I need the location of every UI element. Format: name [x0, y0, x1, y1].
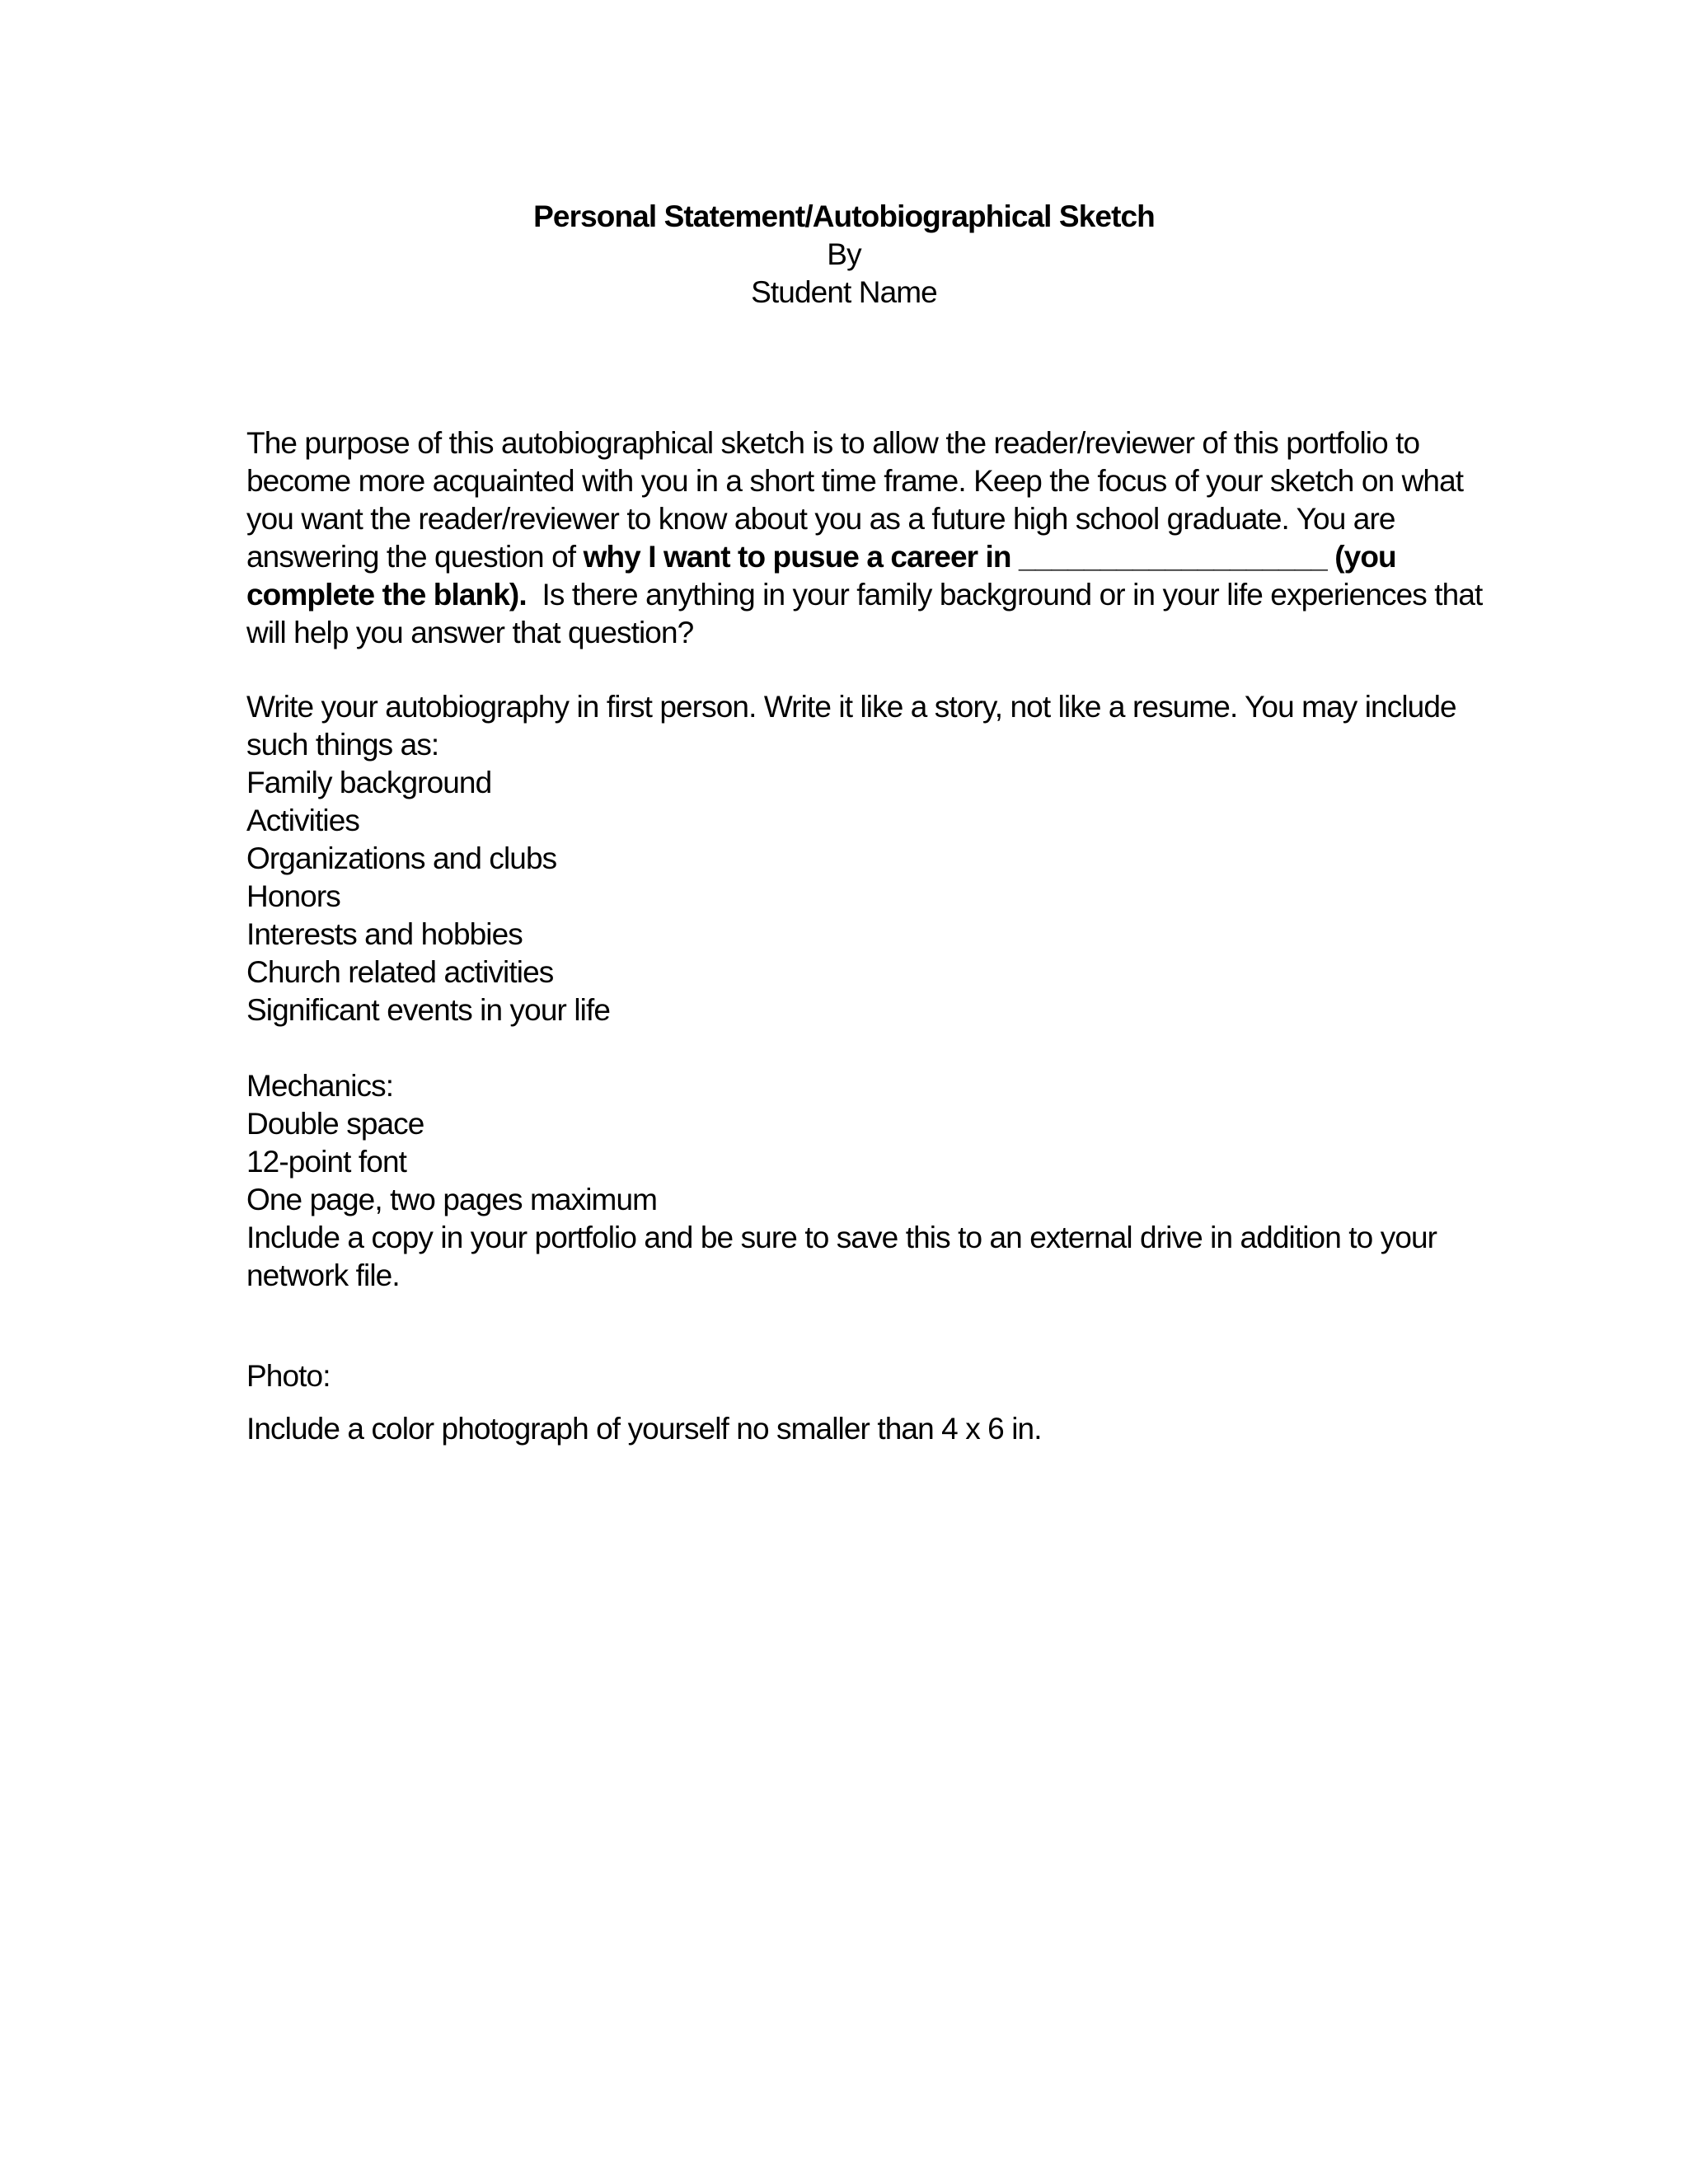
intro-paragraph	[246, 424, 1483, 652]
by-line: By	[827, 237, 861, 271]
intro-text: Is there anything in your family background or in your life experiences that	[526, 578, 1483, 612]
photo-instruction	[246, 1410, 1450, 1448]
intro-line: The purpose of this autobiographical sketch is to allow the reader/reviewer of this portfolio to	[246, 426, 1420, 460]
write-instruction-line: such things as:	[246, 728, 439, 762]
mechanics-heading: Mechanics:	[246, 1069, 394, 1103]
list-item: Honors	[246, 879, 340, 913]
intro-line: become more acquainted with you in a short time frame. Keep the focus of your sketch on what	[246, 464, 1464, 498]
list-item: Double space	[246, 1107, 424, 1141]
photo-heading: Photo:	[246, 1359, 331, 1393]
intro-line: will help you answer that question?	[246, 616, 694, 649]
list-item: One page, two pages maximum	[246, 1183, 658, 1216]
list-item: Church related activities	[246, 955, 554, 989]
intro-line	[246, 538, 1450, 576]
list-item: Activities	[246, 804, 359, 837]
photo-section	[246, 1357, 1450, 1395]
list-item: Organizations and clubs	[246, 841, 557, 875]
intro-text: answering the question of	[246, 540, 584, 574]
intro-line	[246, 576, 1483, 614]
author-name: Student Name	[751, 275, 937, 309]
list-item: Interests and hobbies	[246, 917, 523, 951]
write-instruction-line: Write your autobiography in first person. Write it like a story, not like a resume. You may include	[246, 690, 1456, 724]
title-block	[0, 198, 1688, 312]
list-item: 12-point font	[246, 1145, 407, 1179]
photo-text: Include a color photograph of yourself no smaller than 4 x 6 in.	[246, 1412, 1042, 1446]
intro-line: you want the reader/reviewer to know about you as a future high school graduate. You are	[246, 502, 1395, 536]
write-section	[246, 688, 1456, 1029]
document-title: Personal Statement/Autobiographical Sketch	[533, 199, 1155, 233]
mechanics-section	[246, 1067, 1450, 1295]
list-item: Family background	[246, 766, 492, 799]
list-item: Significant events in your life	[246, 993, 611, 1027]
intro-question-bold: why I want to pusue a career in ___________________ (you	[583, 540, 1396, 574]
intro-question-bold: complete the blank).	[246, 578, 527, 612]
mechanics-note-line: network file.	[246, 1258, 400, 1292]
mechanics-note-line: Include a copy in your portfolio and be sure to save this to an external drive in addition to your	[246, 1221, 1437, 1254]
